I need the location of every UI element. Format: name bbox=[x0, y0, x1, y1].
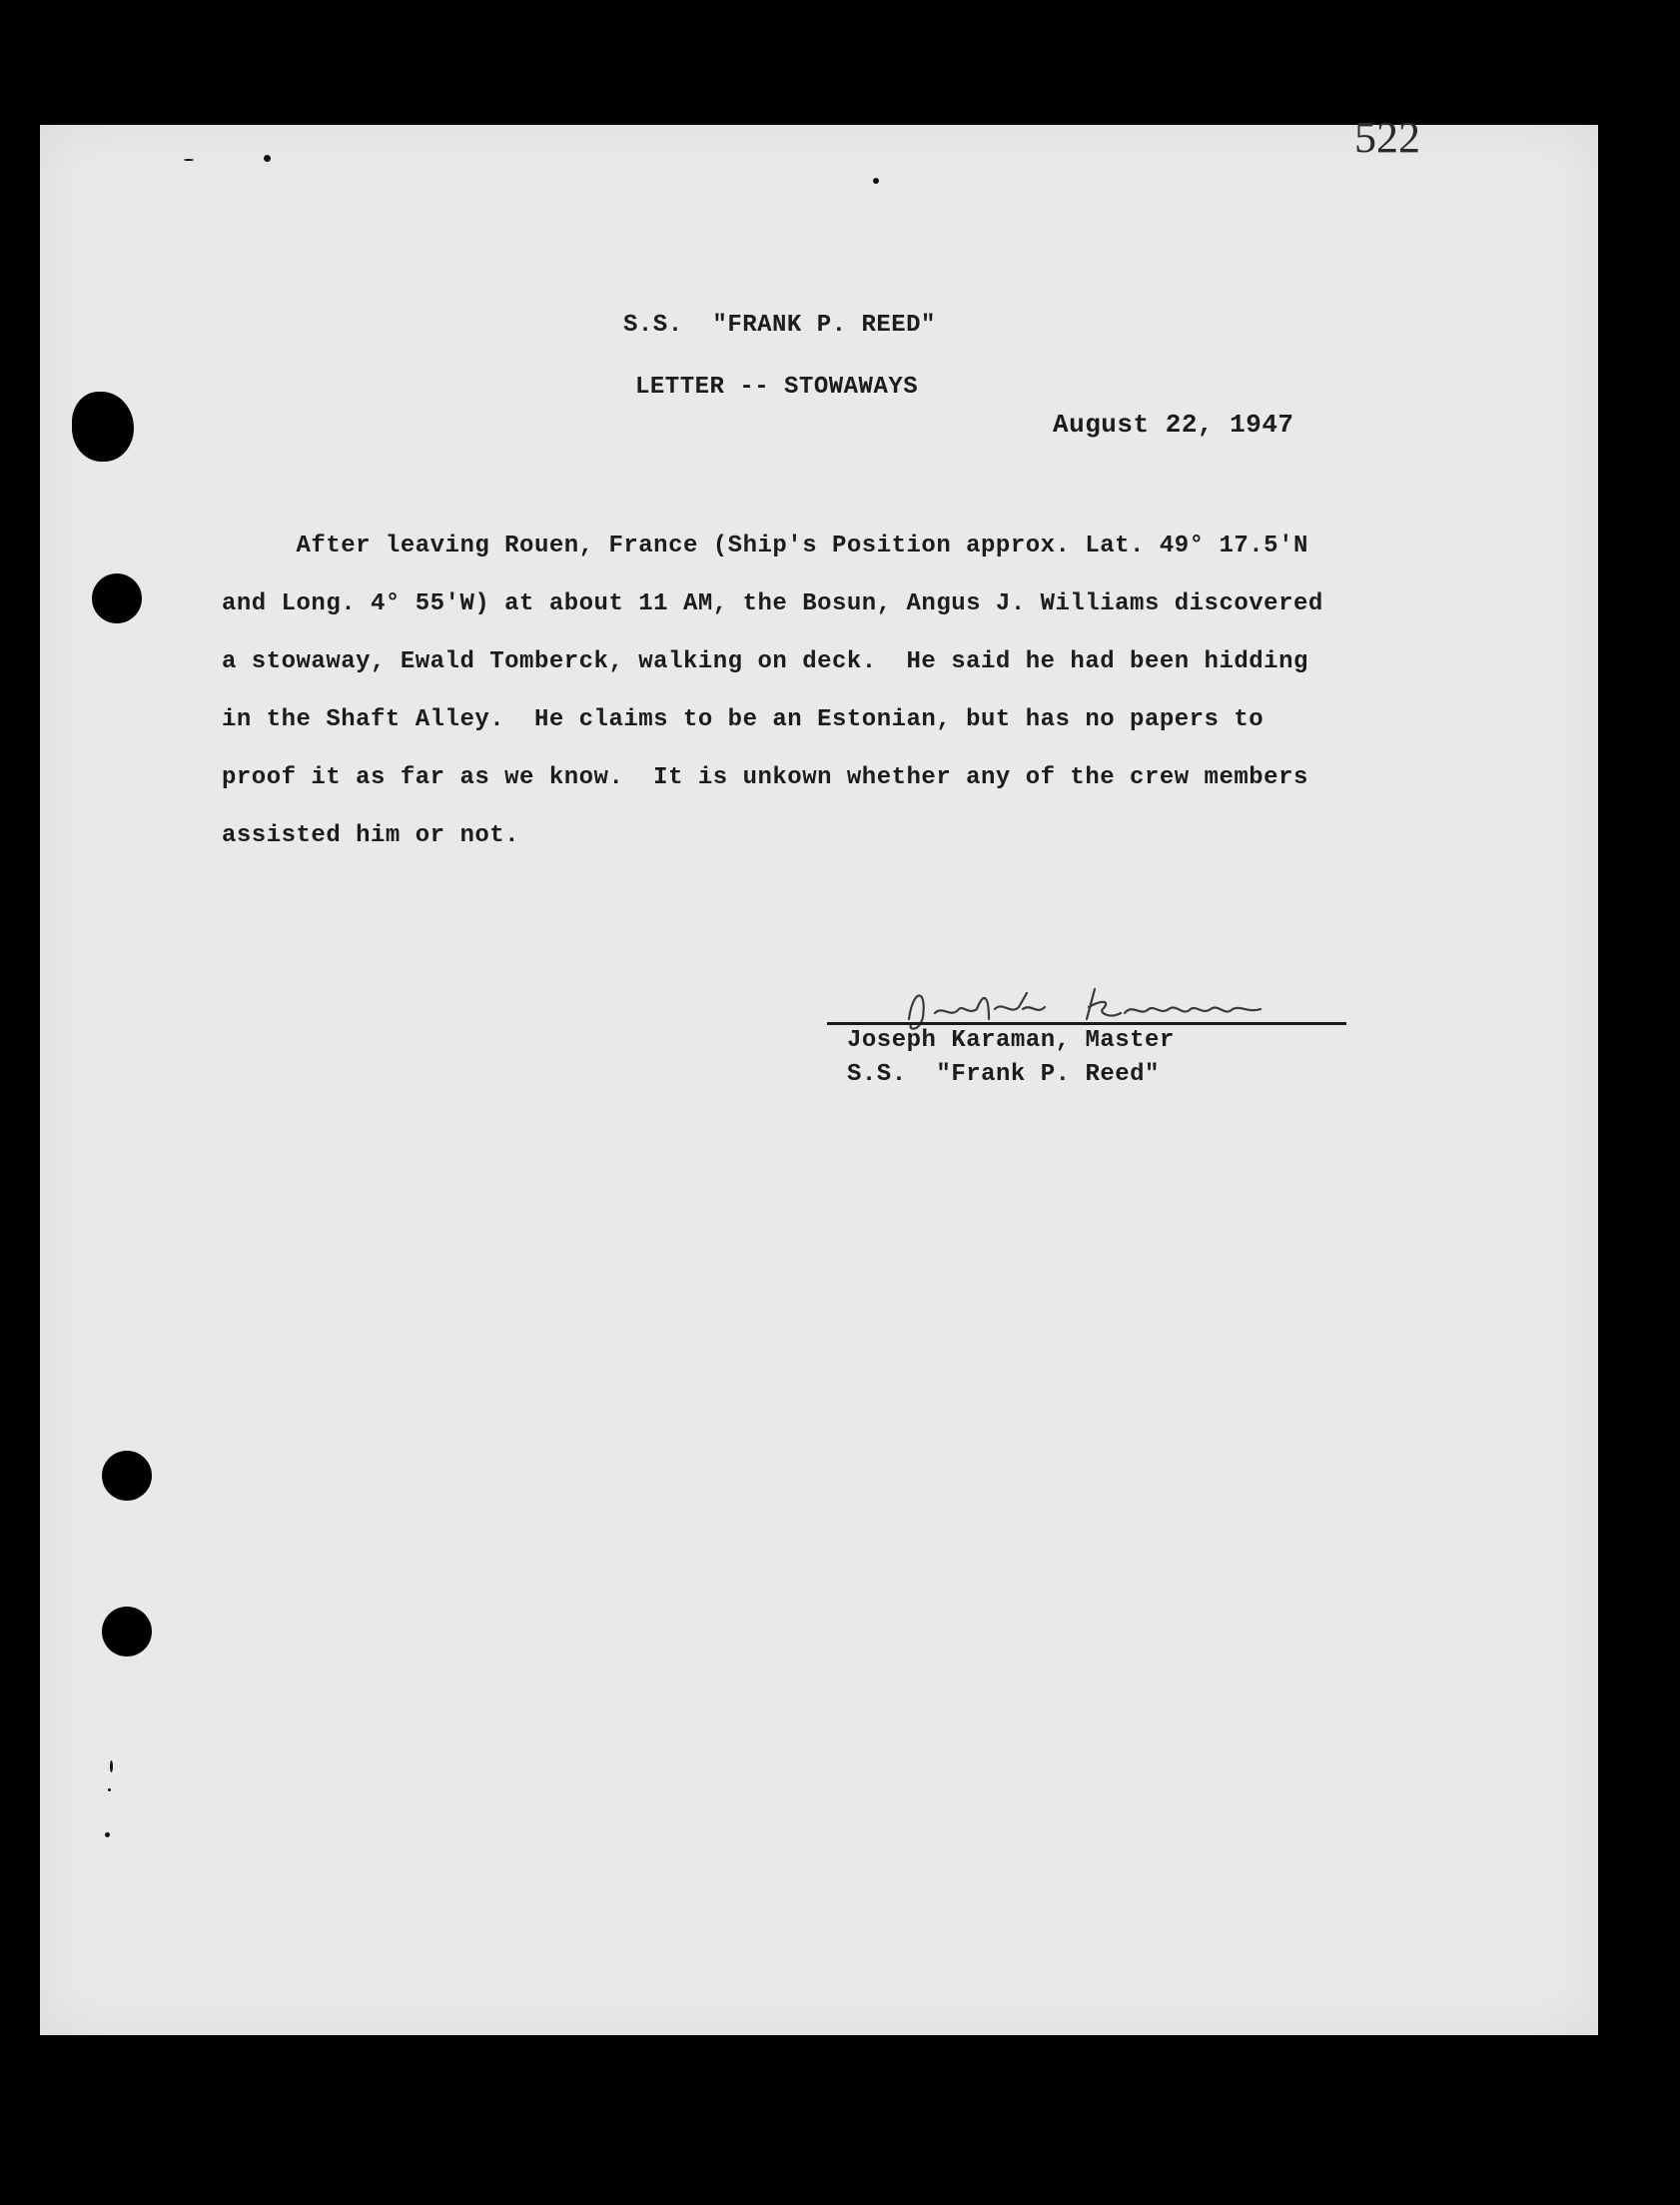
punch-hole bbox=[72, 392, 134, 462]
speck bbox=[105, 1832, 110, 1837]
speck bbox=[184, 159, 194, 161]
body-line: proof it as far as we know. It is unkown whether any of the crew members bbox=[222, 764, 1308, 791]
ship-title: S.S. "FRANK P. REED" bbox=[623, 312, 936, 339]
letter-body bbox=[222, 518, 1400, 865]
body-line: After leaving Rouen, France (Ship's Position approx. Lat. 49° 17.5'N bbox=[222, 533, 1308, 559]
speck bbox=[110, 1760, 113, 1772]
speck bbox=[264, 155, 271, 162]
document-page bbox=[40, 125, 1598, 2035]
body-line: a stowaway, Ewald Tomberck, walking on deck. He said he had been hidding bbox=[222, 648, 1308, 675]
page-number: 522 bbox=[1354, 113, 1420, 162]
signer-name: Joseph Karaman, Master bbox=[847, 1027, 1175, 1054]
body-line: and Long. 4° 55'W) at about 11 AM, the Bosun, Angus J. Williams discovered bbox=[222, 590, 1323, 617]
letter-date: August 22, 1947 bbox=[1053, 410, 1294, 440]
punch-hole bbox=[92, 573, 142, 623]
signer-ship: S.S. "Frank P. Reed" bbox=[847, 1061, 1160, 1088]
punch-hole bbox=[102, 1451, 152, 1501]
speck bbox=[108, 1788, 111, 1791]
body-line: in the Shaft Alley. He claims to be an Estonian, but has no papers to bbox=[222, 706, 1264, 733]
body-line: assisted him or not. bbox=[222, 822, 520, 849]
letter-title: LETTER -- STOWAWAYS bbox=[635, 374, 919, 401]
speck bbox=[873, 178, 879, 184]
signature-line bbox=[827, 1022, 1346, 1025]
punch-hole bbox=[102, 1607, 152, 1656]
